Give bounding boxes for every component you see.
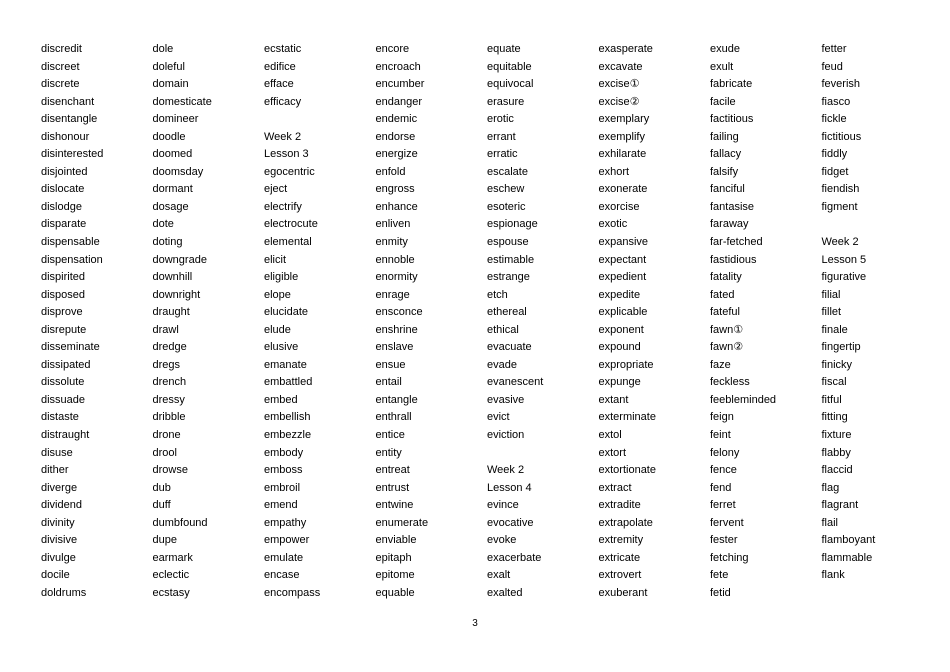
vocabulary-word: flammable <box>821 551 873 564</box>
vocabulary-word: falsify <box>710 165 739 178</box>
vocabulary-word: enormity <box>375 271 418 284</box>
blank-line <box>487 445 595 463</box>
vocabulary-word: doomed <box>152 148 193 161</box>
vocabulary-word: dither <box>41 464 69 477</box>
vocabulary-word: figurative <box>821 271 867 284</box>
vocabulary-word: distraught <box>41 429 90 442</box>
vocabulary-word: extortionate <box>598 464 656 477</box>
vocabulary-word: flaccid <box>821 464 853 477</box>
vocabulary-word: fetid <box>710 586 731 599</box>
vocabulary-word: enshrine <box>375 323 418 336</box>
vocabulary-word: embroil <box>264 481 301 494</box>
vocabulary-word: fallacy <box>710 148 742 161</box>
vocabulary-word: faraway <box>710 218 749 231</box>
section-heading: Week 2 <box>487 464 525 477</box>
vocabulary-word: erasure <box>487 95 525 108</box>
vocabulary-word: flag <box>821 481 840 494</box>
vocabulary-word: enmity <box>375 236 408 249</box>
vocabulary-word: entreat <box>375 464 410 477</box>
vocabulary-word: dredge <box>152 341 187 354</box>
vocabulary-word: felony <box>710 446 740 459</box>
vocabulary-word: fidget <box>821 165 849 178</box>
vocabulary-word: drawl <box>152 323 179 336</box>
vocabulary-word: exotic <box>598 218 628 231</box>
vocabulary-word: entail <box>375 376 402 389</box>
vocabulary-word: ethereal <box>487 306 527 319</box>
vocabulary-word: ennoble <box>375 253 415 266</box>
vocabulary-word: fiscal <box>821 376 847 389</box>
vocabulary-word: fiendish <box>821 183 860 196</box>
vocabulary-word: faze <box>710 358 731 371</box>
vocabulary-word: fiasco <box>821 95 851 108</box>
vocabulary-word: feud <box>821 60 843 73</box>
section-heading: Lesson 5 <box>821 253 867 266</box>
vocabulary-word: emboss <box>264 464 303 477</box>
vocabulary-word: dosage <box>152 200 189 213</box>
vocabulary-word: ethical <box>487 323 519 336</box>
vocabulary-word: downgrade <box>152 253 207 266</box>
vocabulary-word: disseminate <box>41 341 100 354</box>
vocabulary-word: fitful <box>821 393 842 406</box>
vocabulary-word: drowse <box>152 464 188 477</box>
vocabulary-word: domesticate <box>152 95 212 108</box>
vocabulary-word: excise① <box>598 78 640 91</box>
vocabulary-word: exult <box>710 60 734 73</box>
vocabulary-word: egocentric <box>264 165 315 178</box>
vocabulary-word: erratic <box>487 148 518 161</box>
vocabulary-word: dislodge <box>41 200 82 213</box>
vocabulary-word: feebleminded <box>710 393 777 406</box>
vocabulary-word: discreet <box>41 60 80 73</box>
vocabulary-word: ensconce <box>375 306 423 319</box>
vocabulary-word: fetching <box>710 551 749 564</box>
vocabulary-word: exemplary <box>598 113 650 126</box>
vocabulary-word: emulate <box>264 551 304 564</box>
vocabulary-word: domain <box>152 78 189 91</box>
blank-line <box>264 111 372 129</box>
vocabulary-word: dissipated <box>41 358 91 371</box>
vocabulary-word: enslave <box>375 341 414 354</box>
vocabulary-word: exhilarate <box>598 148 647 161</box>
vocabulary-word: dissuade <box>41 393 86 406</box>
vocabulary-word: errant <box>487 130 516 143</box>
vocabulary-word: expound <box>598 341 641 354</box>
vocabulary-word: dishonour <box>41 130 90 143</box>
vocabulary-word: expropriate <box>598 358 654 371</box>
vocabulary-word: entrust <box>375 481 410 494</box>
vocabulary-word: elucidate <box>264 306 309 319</box>
vocabulary-word: equable <box>375 586 415 599</box>
vocabulary-word: fiddly <box>821 148 848 161</box>
vocabulary-word: emanate <box>264 358 307 371</box>
vocabulary-word: disrepute <box>41 323 87 336</box>
vocabulary-word: extant <box>598 393 629 406</box>
vocabulary-word: fend <box>710 481 732 494</box>
word-column-1 <box>41 41 149 603</box>
vocabulary-word: disparate <box>41 218 87 231</box>
vocabulary-word: finicky <box>821 358 853 371</box>
vocabulary-word: escalate <box>487 165 528 178</box>
vocabulary-word: distaste <box>41 411 79 424</box>
vocabulary-word: feint <box>710 429 731 442</box>
vocabulary-word: disjointed <box>41 165 88 178</box>
vocabulary-word: energize <box>375 148 418 161</box>
vocabulary-word: entice <box>375 429 405 442</box>
vocabulary-word: flagrant <box>821 499 859 512</box>
vocabulary-word: exorcise <box>598 200 640 213</box>
vocabulary-word: evacuate <box>487 341 532 354</box>
vocabulary-word: exonerate <box>598 183 648 196</box>
vocabulary-word: doting <box>152 236 183 249</box>
vocabulary-word: discredit <box>41 43 82 55</box>
vocabulary-word: extrovert <box>598 569 642 582</box>
vocabulary-word: flank <box>821 569 845 582</box>
vocabulary-word: encompass <box>264 586 321 599</box>
vocabulary-word: fillet <box>821 306 842 319</box>
vocabulary-word: expectant <box>598 253 647 266</box>
vocabulary-word: extricate <box>598 551 641 564</box>
vocabulary-word: emend <box>264 499 298 512</box>
vocabulary-word: fitting <box>821 411 848 424</box>
vocabulary-word: equitable <box>487 60 532 73</box>
vocabulary-word: dispensation <box>41 253 103 266</box>
blank-line <box>822 216 930 234</box>
vocabulary-word: espionage <box>487 218 538 231</box>
vocabulary-word: extrapolate <box>598 516 653 529</box>
vocabulary-word: endanger <box>375 95 422 108</box>
vocabulary-word: fabricate <box>710 78 753 91</box>
word-column-7 <box>710 41 818 603</box>
vocabulary-word: disenchant <box>41 95 95 108</box>
vocabulary-word: enumerate <box>375 516 429 529</box>
vocabulary-word: extract <box>598 481 632 494</box>
section-heading: Week 2 <box>264 130 302 143</box>
vocabulary-word: finale <box>821 323 848 336</box>
vocabulary-word: fateful <box>710 306 740 319</box>
vocabulary-word: feign <box>710 411 734 424</box>
vocabulary-word: earmark <box>152 551 193 564</box>
vocabulary-word: evasive <box>487 393 525 406</box>
vocabulary-word: entwine <box>375 499 414 512</box>
vocabulary-word: edifice <box>264 60 296 73</box>
vocabulary-word: equivocal <box>487 78 534 91</box>
vocabulary-word: fantasise <box>710 200 755 213</box>
vocabulary-word: fixture <box>821 429 852 442</box>
vocabulary-word: dumbfound <box>152 516 208 529</box>
vocabulary-word: equate <box>487 43 521 55</box>
vocabulary-word: engross <box>375 183 415 196</box>
vocabulary-word: flail <box>821 516 839 529</box>
vocabulary-word: eject <box>264 183 288 196</box>
vocabulary-word: expedient <box>598 271 647 284</box>
vocabulary-word: enrage <box>375 288 410 301</box>
vocabulary-word: feckless <box>710 376 750 389</box>
section-heading: Lesson 3 <box>264 148 309 161</box>
vocabulary-word: etch <box>487 288 508 301</box>
vocabulary-word: extradite <box>598 499 641 512</box>
vocabulary-word: epitaph <box>375 551 412 564</box>
vocabulary-word: duff <box>152 499 171 512</box>
vocabulary-word: endorse <box>375 130 416 143</box>
vocabulary-word: elicit <box>264 253 287 266</box>
section-heading: Lesson 4 <box>487 481 532 494</box>
vocabulary-word: extort <box>598 446 627 459</box>
vocabulary-word: encore <box>375 43 410 55</box>
vocabulary-word: fervent <box>710 516 744 529</box>
vocabulary-word: empathy <box>264 516 307 529</box>
vocabulary-word: doldrums <box>41 586 87 599</box>
vocabulary-word: disuse <box>41 446 73 459</box>
vocabulary-word: fastidious <box>710 253 757 266</box>
vocabulary-word: exuberant <box>598 586 648 599</box>
vocabulary-word: doomsday <box>152 165 204 178</box>
vocabulary-word: dislocate <box>41 183 85 196</box>
vocabulary-word: factitious <box>710 113 754 126</box>
vocabulary-word: diverge <box>41 481 78 494</box>
vocabulary-word: draught <box>152 306 190 319</box>
vocabulary-word: espouse <box>487 236 529 249</box>
vocabulary-word: fete <box>710 569 729 582</box>
vocabulary-word: discrete <box>41 78 80 91</box>
vocabulary-word: exalt <box>487 569 511 582</box>
vocabulary-word: docile <box>41 569 70 582</box>
vocabulary-word: dividend <box>41 499 82 512</box>
vocabulary-word: dispirited <box>41 271 86 284</box>
vocabulary-word: filial <box>821 288 841 301</box>
vocabulary-word: encumber <box>375 78 425 91</box>
vocabulary-word: exacerbate <box>487 551 542 564</box>
vocabulary-word: evince <box>487 499 519 512</box>
vocabulary-word: enhance <box>375 200 418 213</box>
word-column-4 <box>376 41 484 603</box>
vocabulary-word: drench <box>152 376 187 389</box>
vocabulary-word: eligible <box>264 271 299 284</box>
vocabulary-word: expunge <box>598 376 641 389</box>
vocabulary-word: divinity <box>41 516 75 529</box>
vocabulary-word: evanescent <box>487 376 544 389</box>
vocabulary-word: epitome <box>375 569 415 582</box>
vocabulary-word: exponent <box>598 323 644 336</box>
vocabulary-word: dribble <box>152 411 186 424</box>
vocabulary-word: exasperate <box>598 43 653 55</box>
vocabulary-word: elusive <box>264 341 299 354</box>
vocabulary-word: embody <box>264 446 304 459</box>
vocabulary-word: disprove <box>41 306 83 319</box>
vocabulary-word: entity <box>375 446 402 459</box>
word-column-2 <box>153 41 261 603</box>
word-columns <box>41 41 921 611</box>
vocabulary-word: fester <box>710 534 738 547</box>
vocabulary-word: enfold <box>375 165 406 178</box>
vocabulary-word: exhort <box>598 165 630 178</box>
vocabulary-word: embed <box>264 393 298 406</box>
vocabulary-word: domineer <box>152 113 199 126</box>
vocabulary-word: ensue <box>375 358 406 371</box>
vocabulary-word: empower <box>264 534 310 547</box>
vocabulary-word: esoteric <box>487 200 526 213</box>
vocabulary-word: evict <box>487 411 510 424</box>
vocabulary-word: fictitious <box>821 130 862 143</box>
vocabulary-word: downright <box>152 288 201 301</box>
page-number: 3 <box>472 618 478 629</box>
vocabulary-word: disposed <box>41 288 86 301</box>
vocabulary-word: fetter <box>821 43 847 55</box>
vocabulary-word: dressy <box>152 393 185 406</box>
vocabulary-word: embezzle <box>264 429 312 442</box>
vocabulary-word: fawn② <box>710 341 744 354</box>
vocabulary-word: flabby <box>821 446 851 459</box>
vocabulary-word: extremity <box>598 534 644 547</box>
vocabulary-word: doleful <box>152 60 185 73</box>
vocabulary-word: drool <box>152 446 177 459</box>
vocabulary-word: dregs <box>152 358 181 371</box>
vocabulary-word: enliven <box>375 218 411 231</box>
vocabulary-word: exemplify <box>598 130 645 143</box>
vocabulary-word: dormant <box>152 183 193 196</box>
word-column-6 <box>599 41 707 603</box>
vocabulary-word: exude <box>710 43 740 55</box>
vocabulary-word: dupe <box>152 534 177 547</box>
vocabulary-word: excise② <box>598 95 640 108</box>
vocabulary-word: facile <box>710 95 736 108</box>
vocabulary-word: eclectic <box>152 569 190 582</box>
vocabulary-word: entangle <box>375 393 418 406</box>
vocabulary-word: dub <box>152 481 171 494</box>
vocabulary-word: explicable <box>598 306 648 319</box>
vocabulary-word: far-fetched <box>710 236 763 249</box>
vocabulary-word: elope <box>264 288 291 301</box>
vocabulary-word: encase <box>264 569 300 582</box>
vocabulary-word: fatality <box>710 271 742 284</box>
vocabulary-word: drone <box>152 429 181 442</box>
vocabulary-word: estrange <box>487 271 530 284</box>
vocabulary-word: downhill <box>152 271 193 284</box>
vocabulary-word: exalted <box>487 586 523 599</box>
vocabulary-word: excavate <box>598 60 643 73</box>
vocabulary-word: doodle <box>152 130 186 143</box>
vocabulary-word: evocative <box>487 516 534 529</box>
vocabulary-word: encroach <box>375 60 421 73</box>
vocabulary-word: evade <box>487 358 517 371</box>
vocabulary-word: eviction <box>487 429 525 442</box>
vocabulary-word: dote <box>152 218 174 231</box>
vocabulary-word: estimable <box>487 253 535 266</box>
vocabulary-word: divulge <box>41 551 76 564</box>
word-column-3 <box>264 41 372 603</box>
vocabulary-word: elude <box>264 323 291 336</box>
vocabulary-word: disentangle <box>41 113 98 126</box>
vocabulary-word: extol <box>598 429 622 442</box>
vocabulary-word: eschew <box>487 183 525 196</box>
vocabulary-word: efface <box>264 78 294 91</box>
vocabulary-word: figment <box>821 200 858 213</box>
vocabulary-word: fawn① <box>710 323 744 336</box>
vocabulary-word: ferret <box>710 499 736 512</box>
vocabulary-word: dispensable <box>41 236 100 249</box>
vocabulary-word: embattled <box>264 376 313 389</box>
vocabulary-word: electrify <box>264 200 302 213</box>
word-column-5 <box>487 41 595 603</box>
vocabulary-word: evoke <box>487 534 517 547</box>
vocabulary-word: divisive <box>41 534 78 547</box>
vocabulary-word: disinterested <box>41 148 104 161</box>
vocabulary-word: fickle <box>821 113 847 126</box>
vocabulary-word: elemental <box>264 236 312 249</box>
word-column-8 <box>822 41 930 585</box>
vocabulary-word: embellish <box>264 411 311 424</box>
vocabulary-word: flamboyant <box>821 534 876 547</box>
vocabulary-word: ecstasy <box>152 586 190 599</box>
vocabulary-word: fence <box>710 464 737 477</box>
vocabulary-word: electrocute <box>264 218 318 231</box>
section-heading: Week 2 <box>821 236 859 249</box>
vocabulary-word: enthrall <box>375 411 412 424</box>
vocabulary-word: erotic <box>487 113 514 126</box>
vocabulary-word: failing <box>710 130 739 143</box>
vocabulary-word: expedite <box>598 288 641 301</box>
vocabulary-word: feverish <box>821 78 861 91</box>
vocabulary-word: fanciful <box>710 183 745 196</box>
vocabulary-word: expansive <box>598 236 649 249</box>
vocabulary-word: fated <box>710 288 735 301</box>
vocabulary-word: dissolute <box>41 376 85 389</box>
vocabulary-word: fingertip <box>821 341 861 354</box>
vocabulary-word: efficacy <box>264 95 302 108</box>
vocabulary-word: ecstatic <box>264 43 302 55</box>
vocabulary-word: endemic <box>375 113 418 126</box>
vocabulary-word: enviable <box>375 534 417 547</box>
vocabulary-word: dole <box>152 43 174 55</box>
vocabulary-word: exterminate <box>598 411 656 424</box>
